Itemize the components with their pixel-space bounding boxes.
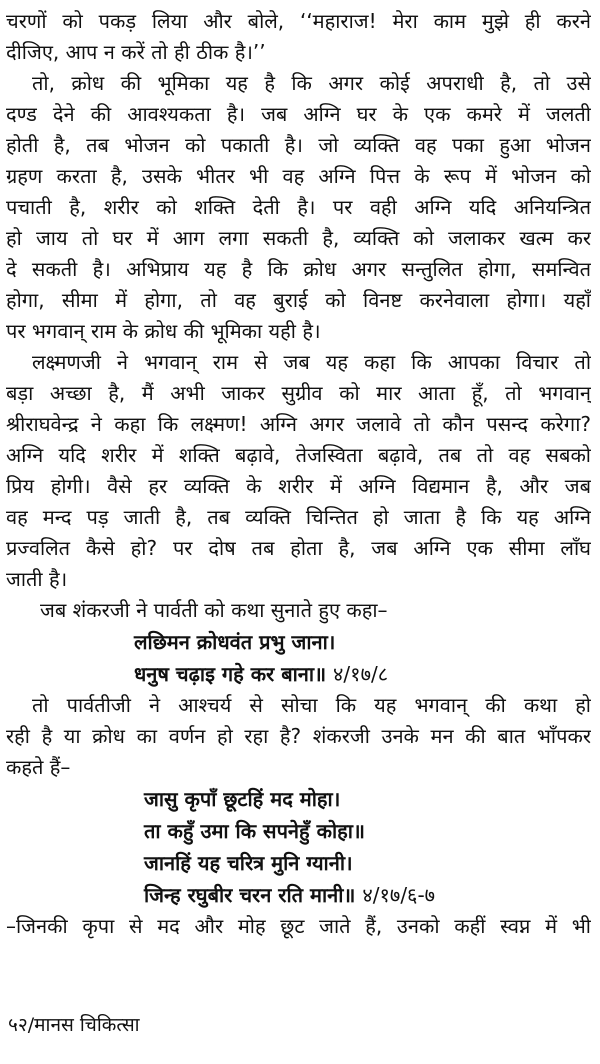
verse-block [6,783,591,911]
text-line: रही है या क्रोध का वर्णन हो रहा है? शंकरजी उनके मन की बात भाँपकर [6,724,591,748]
verse-text: जिन्ह रघुबीर चरन रति मानी॥ [144,883,356,907]
verse-text: धनुष चढ़ाइ गहे कर बाना॥ [134,662,327,686]
text-line: –जिनकी कृपा से मद और मोह छूट जाते हैं, उनको कहीं स्वप्न में भी [6,914,591,938]
text-line: पचाती है, शरीर को शक्ति देती है। पर वही अग्नि यदि अनियन्त्रित [6,195,591,219]
text-line: लक्ष्मणजी ने भगवान् राम से जब यह कहा कि आपका विचार तो [32,350,591,374]
text-line: ग्रहण करता है, उसके भीतर भी वह अग्नि पित्त के रूप में भोजन को [6,164,591,188]
text-line: कहते हैं– [6,755,71,779]
text-line: चरणों को पकड़ लिया और बोले, ‘‘महाराज! मेरा काम मुझे ही करने [6,9,591,33]
text-line: श्रीराघवेन्द्र ने कहा कि लक्ष्मण! अग्नि अगर जलावे तो कौन पसन्द करेगा? [6,412,591,436]
text-line: अग्नि यदि शरीर में शक्ति बढ़ावे, तेजस्विता बढ़ावे, तब तो वह सबको [6,443,591,467]
verse-reference: ४/१७/८ [333,662,389,686]
verse-line: जासु कृपाँ छूटहिं मद मोहा। [144,787,341,811]
verse-intro: जब शंकरजी ने पार्वती को कथा सुनाते हुए कहा– [40,598,388,622]
paragraph-continuation [6,6,591,68]
page-footer [8,1010,140,1040]
text-line: होगा, सीमा में होगा, तो वह बुराई को विनष्ट करनेवाला होगा। यहाँ [6,288,591,312]
paragraph-lakshmana [6,347,591,595]
text-line: पर भगवान् राम के क्रोध की भूमिका यही है। [6,319,321,343]
verse-line: ता कहुँ उमा कि सपनेहुँ कोहा॥ [144,819,365,843]
text-line: वह मन्द पड़ जाती है, तब व्यक्ति चिन्तित हो जाता है कि यह अग्नि [6,505,591,529]
verse-block [6,626,591,690]
verse-line: लछिमन क्रोधवंत प्रभु जाना। [134,630,336,654]
text-line: तो, क्रोध की भूमिका यह है कि अगर कोई अपराधी है, तो उसे [32,71,591,95]
text-line: दीजिए, आप न करें तो ही ठीक है।’’ [6,40,266,64]
verse-line [6,879,591,911]
text-line: हो जाय तो घर में आग लगा सकती है, व्यक्ति को जलाकर खत्म कर [6,226,591,250]
paragraph-anger-role [6,68,591,347]
verse-line [6,658,591,690]
text-line: तो पार्वतीजी ने आश्चर्य से सोचा कि यह भगवान् की कथा हो [32,693,591,717]
text-line: दे सकती है। अभिप्राय यह है कि क्रोध अगर सन्तुलित होगा, समन्वित [6,257,591,281]
text-line: होती है, तब भोजन को पकाती है। जो व्यक्ति वह पका हुआ भोजन [6,133,591,157]
verse-line: जानहिं यह चरित्र मुनि ग्यानी। [144,851,353,875]
text-line: जाती है। [6,567,68,591]
text-line: दण्ड देने की आवश्यकता है। जब अग्नि घर के एक कमरे में जलती [6,102,591,126]
footer-separator: / [27,1014,35,1036]
text-line: प्रिय होगी। वैसे हर व्यक्ति के शरीर में अग्नि विद्यमान है, और जब [6,474,591,498]
verse-reference: ४/१७/६-७ [362,883,436,907]
paragraph-parvati [6,690,591,783]
book-title: मानस चिकित्सा [34,1014,140,1036]
text-line: प्रज्वलित कैसे हो? पर दोष तब होता है, जब अग्नि एक सीमा लाँघ [6,536,591,560]
text-line: बड़ा अच्छा है, मैं अभी जाकर सुग्रीव को मार आता हूँ, तो भगवान् [6,381,591,405]
page-number: ५२ [8,1014,28,1036]
